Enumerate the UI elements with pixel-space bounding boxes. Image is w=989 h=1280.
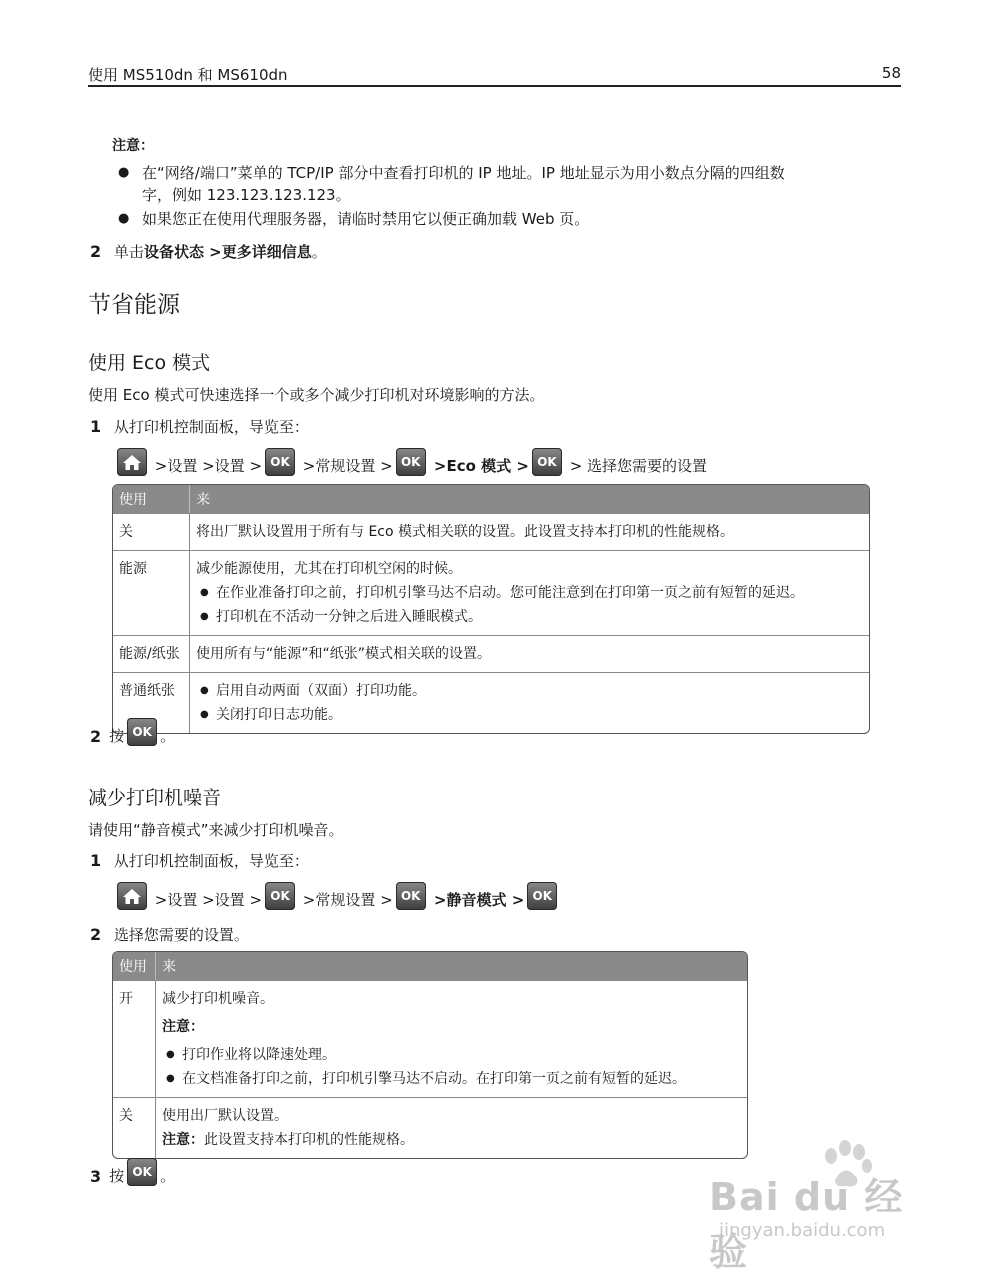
cell-bullet-list [196, 581, 863, 629]
cell-text: 减少打印机噪音。 [162, 991, 274, 1007]
step-text: 按 [109, 727, 125, 745]
step-text: 。 [160, 727, 176, 745]
table-header-desc: 来 [190, 485, 869, 513]
baidu-watermark [699, 1140, 929, 1274]
note-bullet-1-cont: 字，例如 123.123.123.123。 [142, 186, 351, 204]
step-text-bold: 设备状态 >更多详细信息 [143, 243, 312, 261]
nav-text: > 选择您需要的设置 [564, 457, 708, 475]
table-cell-use: 能源/纸张 [113, 635, 190, 672]
noise-navigation-path [114, 880, 560, 910]
eco-heading: 使用 Eco 模式 [88, 352, 211, 374]
ok-button-icon[interactable]: OK [396, 448, 426, 476]
cell-note-label: 注意： [162, 1132, 204, 1148]
cell-bullet-list [162, 1043, 741, 1091]
table-cell-desc [190, 550, 869, 635]
step-number: 1 [90, 851, 102, 870]
ok-button-icon[interactable]: OK [127, 718, 157, 746]
step-number: 3 [90, 1167, 102, 1186]
table-cell-use: 普通纸张 [113, 672, 190, 733]
quiet-mode-table [112, 951, 748, 1159]
step-text: 从打印机控制面板，导览至： [113, 418, 309, 436]
eco-step-2 [90, 716, 175, 746]
step-text: 按 [109, 1167, 125, 1185]
step-text-prefix: 单击 [113, 243, 144, 261]
table-row [113, 635, 869, 672]
table-cell-use: 开 [113, 980, 156, 1097]
cell-note-label: 注意： [162, 1019, 204, 1035]
cell-bullet: ● 在文档准备打印之前，打印机引擎马达不启动。在打印第一页之前有短暂的延迟。 [162, 1067, 741, 1091]
nav-text: >设置 >设置 > [150, 891, 263, 909]
nav-text: >常规设置 > [298, 457, 393, 475]
noise-intro: 请使用“静音模式”来减少打印机噪音。 [88, 821, 344, 839]
table-row [113, 672, 869, 733]
section-title: 节省能源 [88, 292, 180, 318]
cell-bullet: ● 在作业准备打印之前，打印机引擎马达不启动。您可能注意到在打印第一页之前有短暂的延迟。 [196, 581, 863, 605]
home-button-icon[interactable] [117, 882, 147, 910]
step-text: 从打印机控制面板，导览至： [113, 852, 309, 870]
noise-step-2 [90, 924, 249, 945]
note-label: 注意： [112, 138, 154, 154]
noise-step-3 [90, 1156, 175, 1186]
cell-bullet-list [196, 679, 863, 727]
cell-bullet: ● 打印作业将以降速处理。 [162, 1043, 741, 1067]
step-2-top [90, 241, 327, 262]
watermark-url: jingyan.baidu.com [719, 1220, 886, 1241]
page-number: 58 [881, 64, 901, 82]
step-text: 选择您需要的设置。 [113, 926, 249, 944]
ok-button-icon[interactable]: OK [532, 448, 562, 476]
table-row [113, 550, 869, 635]
table-row [113, 1097, 747, 1158]
ok-button-icon[interactable]: OK [265, 882, 295, 910]
nav-text: >设置 >设置 > [150, 457, 263, 475]
ok-button-icon[interactable]: OK [527, 882, 557, 910]
header-divider [88, 85, 901, 87]
table-cell-desc [156, 980, 747, 1097]
note-bullet-1: ● 在“网络/端口”菜单的 TCP/IP 部分中查看打印机的 IP 地址。IP 地址显示为用小数点分隔的四组数 [118, 164, 785, 182]
table-cell-desc [156, 1097, 747, 1158]
watermark-text: Bai du 经验 [709, 1175, 904, 1274]
noise-step-1 [90, 850, 309, 871]
table-cell-desc: 使用所有与“能源”和“纸张”模式相关联的设置。 [190, 635, 869, 672]
table-row [113, 513, 869, 550]
eco-step-1 [90, 416, 309, 437]
cell-bullet: ● 关闭打印日志功能。 [196, 703, 863, 727]
noise-heading: 减少打印机噪音 [88, 787, 222, 809]
table-row [113, 980, 747, 1097]
table-cell-desc: 将出厂默认设置用于所有与 Eco 模式相关联的设置。此设置支持本打印机的性能规格。 [190, 513, 869, 550]
ok-button-icon[interactable]: OK [265, 448, 295, 476]
cell-bullet: ● 启用自动两面（双面）打印功能。 [196, 679, 863, 703]
home-button-icon[interactable] [117, 448, 147, 476]
ok-button-icon[interactable]: OK [127, 1158, 157, 1186]
nav-text: >常规设置 > [298, 891, 393, 909]
table-cell-use: 关 [113, 513, 190, 550]
table-cell-use: 能源 [113, 550, 190, 635]
eco-navigation-path [114, 446, 707, 476]
step-number: 2 [90, 925, 102, 944]
eco-mode-table [112, 484, 870, 734]
step-text: 。 [160, 1167, 176, 1185]
cell-text: 使用出厂默认设置。 [162, 1108, 288, 1124]
table-cell-desc [190, 672, 869, 733]
cell-bullet: ● 打印机在不活动一分钟之后进入睡眠模式。 [196, 605, 863, 629]
nav-text: >Eco 模式 > [428, 457, 529, 475]
nav-text: >静音模式 > [428, 891, 525, 909]
ok-button-icon[interactable]: OK [396, 882, 426, 910]
table-header-use: 使用 [113, 485, 190, 513]
step-number: 1 [90, 417, 102, 436]
table-header-desc: 来 [156, 952, 747, 980]
step-number: 2 [90, 727, 102, 746]
cell-note-text: 此设置支持本打印机的性能规格。 [204, 1132, 414, 1148]
step-text-suffix: 。 [311, 243, 327, 261]
cell-note [162, 1128, 741, 1152]
cell-text: 减少能源使用，尤其在打印机空闲的时候。 [196, 561, 462, 577]
table-cell-use: 关 [113, 1097, 156, 1158]
table-header-use: 使用 [113, 952, 156, 980]
eco-intro: 使用 Eco 模式可快速选择一个或多个减少打印机对环境影响的方法。 [88, 386, 545, 404]
page-header-title: 使用 MS510dn 和 MS610dn [88, 66, 288, 84]
note-bullet-2: ● 如果您正在使用代理服务器，请临时禁用它以便正确加载 Web 页。 [118, 210, 590, 228]
step-number: 2 [90, 242, 102, 261]
